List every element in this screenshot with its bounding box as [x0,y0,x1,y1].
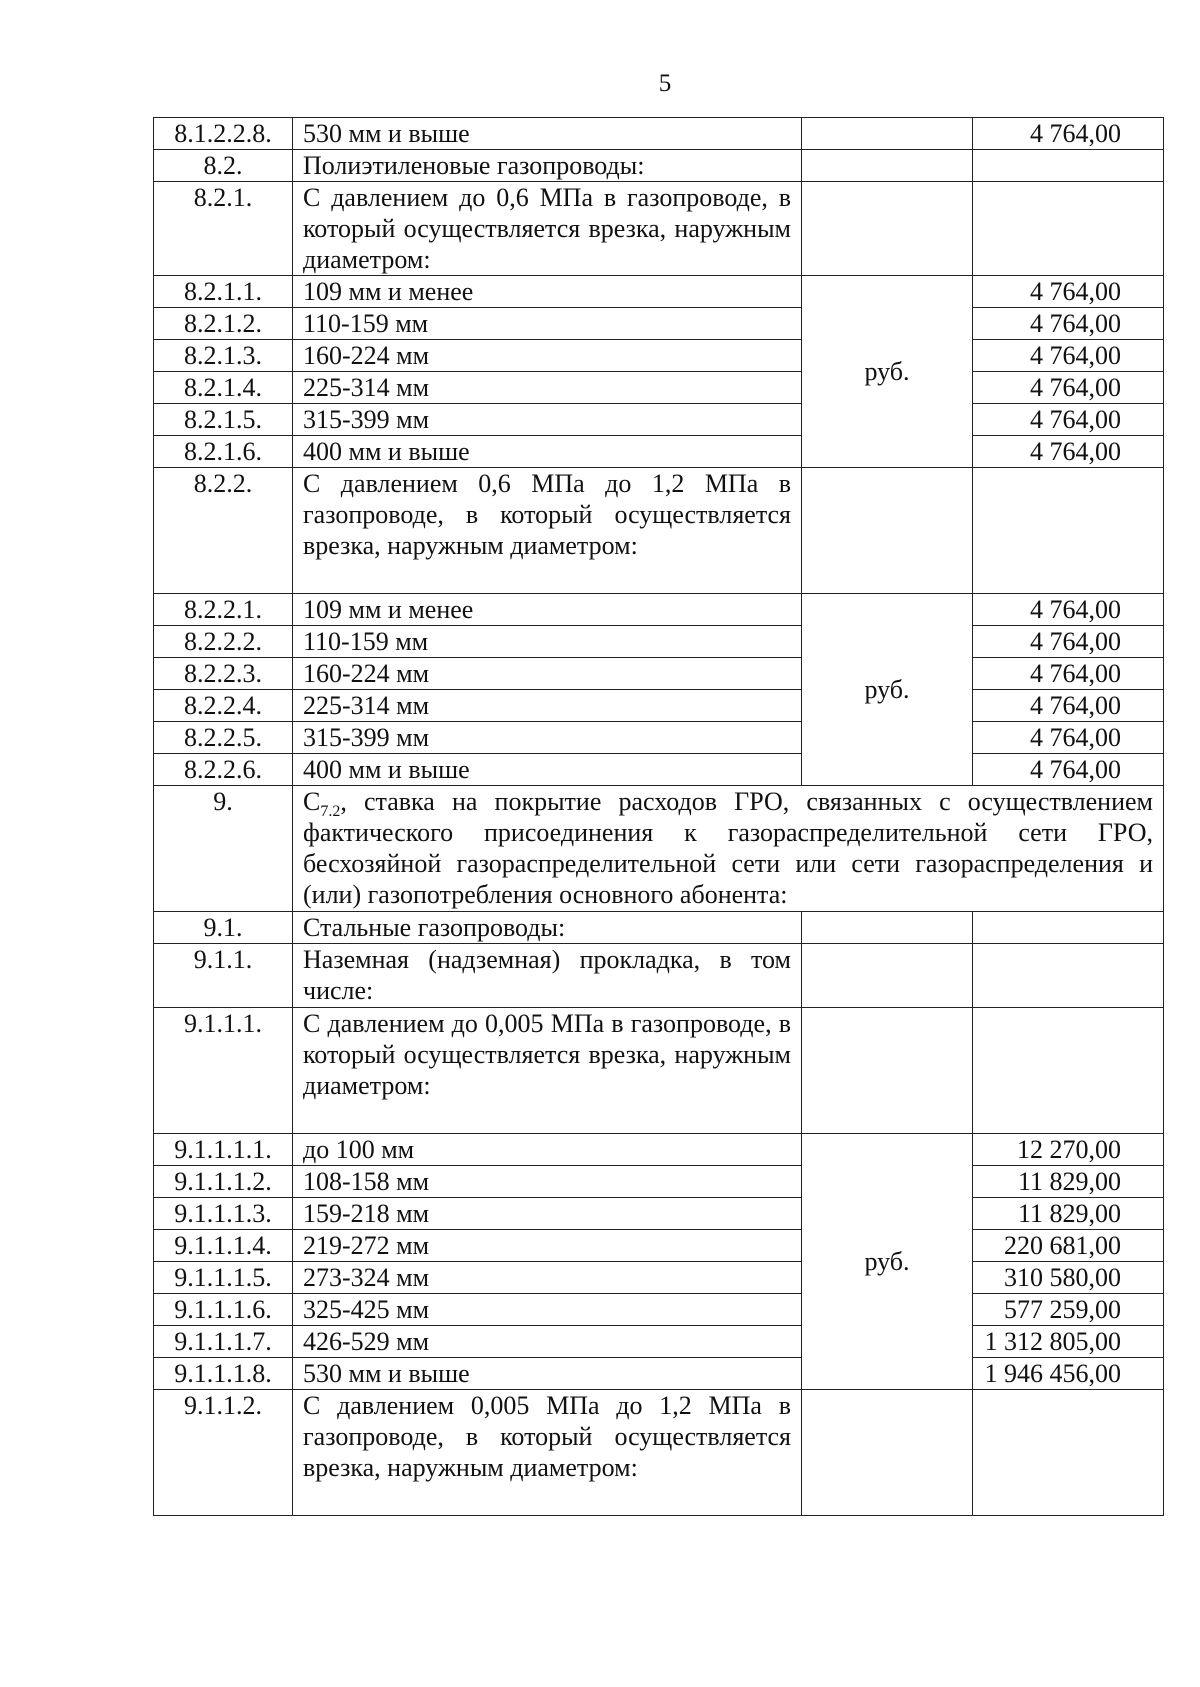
rate-symbol: С [303,787,321,816]
row-description: 110-159 мм [293,308,802,340]
row-number: 9.1.1.1.7. [154,1326,293,1358]
row-description: 160-224 мм [293,658,802,690]
row-number: 9.1.1.2. [154,1390,293,1516]
row-description: 426-529 мм [293,1326,802,1358]
row-value [973,150,1164,182]
row-number: 9.1.1.1.4. [154,1230,293,1262]
row-description: 109 мм и менее [293,276,802,308]
row-number: 9.1.1.1.5. [154,1262,293,1294]
row-value: 4 764,00 [973,754,1164,786]
row-number: 8.2.2. [154,468,293,594]
row-number: 8.2.2.5. [154,722,293,754]
row-value: 11 829,00 [973,1198,1164,1230]
row-value: 220 681,00 [973,1230,1164,1262]
row-value: 4 764,00 [973,404,1164,436]
row-value [973,182,1164,276]
row-number: 8.2.1.5. [154,404,293,436]
row-number: 8.2.1.1. [154,276,293,308]
row-number: 8.2.1.3. [154,340,293,372]
row-value: 1 946 456,00 [973,1358,1164,1390]
row-description: 219-272 мм [293,1230,802,1262]
row-value: 4 764,00 [973,372,1164,404]
row-value [973,944,1164,1008]
row-description: 325-425 мм [293,1294,802,1326]
row-number: 9.1.1.1.1. [154,1134,293,1166]
row-description: 225-314 мм [293,372,802,404]
table-row [154,754,1164,786]
row-value [973,1390,1164,1516]
row-unit [802,468,973,594]
row-description: до 100 мм [293,1134,802,1166]
row-value: 4 764,00 [973,722,1164,754]
table-row [154,1134,1164,1166]
row-number: 8.2.2.4. [154,690,293,722]
row-description: 400 мм и выше [293,436,802,468]
table-row [154,1198,1164,1230]
row-unit [802,150,973,182]
row-value: 4 764,00 [973,690,1164,722]
row-number: 8.2.2.1. [154,594,293,626]
row-value: 4 764,00 [973,340,1164,372]
row-value: 1 312 805,00 [973,1326,1164,1358]
table-row [154,404,1164,436]
row-unit [802,944,973,1008]
row-unit: руб. [802,276,973,468]
table-row [154,626,1164,658]
rate-description: , ставка на покрытие расходов ГРО, связанных с осуществлением фактического присоединения к газораспределительной сети ГРО, бесхозяйной газораспределительной сети или сети газораспределения и (или) газопотребления основного абонента: [303,787,1153,909]
table-row [154,1326,1164,1358]
row-unit [802,1390,973,1516]
row-description: С давлением 0,6 МПа до 1,2 МПа в газопроводе, в который осуществляется врезка, наружным диаметром: [293,468,802,594]
page-number: 5 [658,70,672,97]
table-row [154,182,1164,276]
row-unit [802,118,973,150]
row-description: 315-399 мм [293,404,802,436]
table-row [154,340,1164,372]
table-row [154,372,1164,404]
table-row [154,1230,1164,1262]
table-row [154,1294,1164,1326]
row-value [973,912,1164,944]
rate-symbol-subscript: 7.2 [320,803,341,821]
row-value: 577 259,00 [973,1294,1164,1326]
row-description: 273-324 мм [293,1262,802,1294]
row-description: Наземная (надземная) прокладка, в том числе: [293,944,802,1008]
table-row [154,658,1164,690]
row-number: 9.1. [154,912,293,944]
row-value: 4 764,00 [973,658,1164,690]
table-row [154,1358,1164,1390]
row-description: 225-314 мм [293,690,802,722]
table-row [154,944,1164,1008]
table-row [154,1166,1164,1198]
row-value: 12 270,00 [973,1134,1164,1166]
row-unit [802,912,973,944]
row-number: 8.2.1.2. [154,308,293,340]
row-number: 8.2.2.6. [154,754,293,786]
row-description: 315-399 мм [293,722,802,754]
row-description: 110-159 мм [293,626,802,658]
table-row [154,468,1164,594]
row-description: 108-158 мм [293,1166,802,1198]
row-description: 109 мм и менее [293,594,802,626]
row-unit: руб. [802,1134,973,1390]
table-row-section [154,786,1164,912]
row-number: 9.1.1.1. [154,1008,293,1134]
row-value [973,1008,1164,1134]
row-value: 4 764,00 [973,118,1164,150]
row-description: С давлением до 0,005 МПа в газопроводе, в который осуществляется врезка, наружным диаметром: [293,1008,802,1134]
row-description: 400 мм и выше [293,754,802,786]
row-description: 159-218 мм [293,1198,802,1230]
table-row [154,436,1164,468]
row-number: 9.1.1.1.3. [154,1198,293,1230]
table-row [154,594,1164,626]
row-unit [802,1008,973,1134]
table-row [154,118,1164,150]
row-number: 8.2.1. [154,182,293,276]
row-description: Полиэтиленовые газопроводы: [293,150,802,182]
row-value: 4 764,00 [973,626,1164,658]
row-description [293,786,1164,912]
row-number: 8.1.2.2.8. [154,118,293,150]
row-number: 8.2.2.2. [154,626,293,658]
tariff-table [153,117,1164,1516]
table-row [154,1262,1164,1294]
row-description: 530 мм и выше [293,118,802,150]
table-row [154,690,1164,722]
row-description: 160-224 мм [293,340,802,372]
row-number: 9.1.1.1.6. [154,1294,293,1326]
table-row [154,912,1164,944]
row-number: 9.1.1.1.8. [154,1358,293,1390]
row-number: 8.2. [154,150,293,182]
row-number: 9. [154,786,293,912]
row-unit [802,182,973,276]
table-row [154,308,1164,340]
row-description: С давлением 0,005 МПа до 1,2 МПа в газопроводе, в который осуществляется врезка, наружным диаметром: [293,1390,802,1516]
row-unit: руб. [802,594,973,786]
table-row [154,276,1164,308]
row-description: С давлением до 0,6 МПа в газопроводе, в который осуществляется врезка, наружным диаметром: [293,182,802,276]
table-row [154,722,1164,754]
row-value: 4 764,00 [973,308,1164,340]
row-number: 9.1.1.1.2. [154,1166,293,1198]
table-row [154,1008,1164,1134]
row-value: 4 764,00 [973,436,1164,468]
row-number: 8.2.2.3. [154,658,293,690]
row-value: 4 764,00 [973,276,1164,308]
row-number: 8.2.1.4. [154,372,293,404]
row-value: 11 829,00 [973,1166,1164,1198]
row-number: 8.2.1.6. [154,436,293,468]
table-row [154,150,1164,182]
row-value [973,468,1164,594]
table-row [154,1390,1164,1516]
row-number: 9.1.1. [154,944,293,1008]
row-description: Стальные газопроводы: [293,912,802,944]
row-value: 310 580,00 [973,1262,1164,1294]
row-description: 530 мм и выше [293,1358,802,1390]
row-value: 4 764,00 [973,594,1164,626]
